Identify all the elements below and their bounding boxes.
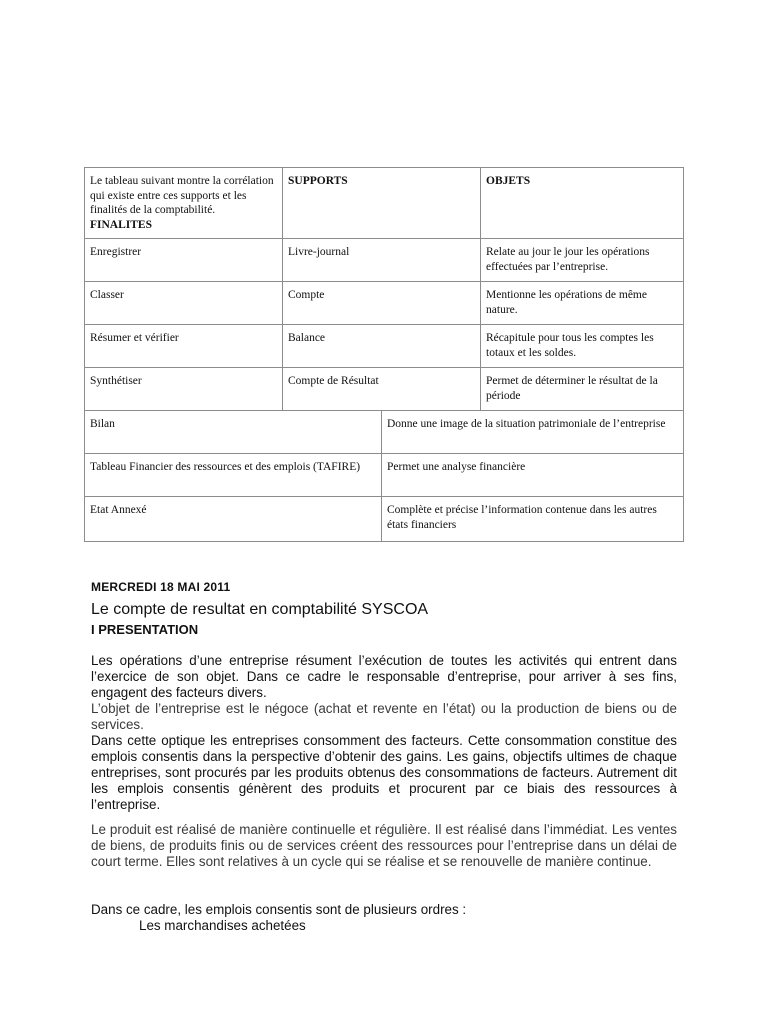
cell-support: Compte — [283, 282, 481, 325]
cell-finalite: Enregistrer — [85, 239, 283, 282]
table-row — [85, 454, 684, 497]
table-row — [85, 497, 684, 542]
cell-objet: Permet une analyse financière — [382, 454, 684, 497]
cell-finalite: Synthétiser — [85, 368, 283, 411]
list-item: Les marchandises achetées — [139, 918, 306, 933]
cell-support: Compte de Résultat — [283, 368, 481, 411]
paragraph-line: Dans cette optique les entreprises consomment des facteurs. Cette consommation constitue des emplois consentis dans la perspective d’obtenir des gains. Les gains, objectifs ultimes de chaque entreprises, sont procurés par les produits obtenus des consommations de facteurs. Autrement dit les emplois consentis génèrent des produits et procurent par ce biais des ressources à l’entreprise. — [91, 733, 677, 812]
cell-objet: Complète et précise l’information contenue dans les autres états financiers — [382, 497, 684, 542]
cell-objet: Mentionne les opérations de même nature. — [481, 282, 684, 325]
paragraph-emplois — [91, 902, 677, 934]
cell-support: Tableau Financier des ressources et des emplois (TAFIRE) — [85, 454, 382, 497]
cell-support: Etat Annexé — [85, 497, 382, 542]
cell-finalite: Classer — [85, 282, 283, 325]
header-supports: SUPPORTS — [283, 168, 481, 239]
header-finalites: FINALITES — [90, 218, 152, 231]
table-row — [85, 239, 684, 282]
article-title: Le compte de resultat en comptabilité SYSCOA — [91, 601, 429, 618]
table-row — [85, 368, 684, 411]
cell-support: Bilan — [85, 411, 382, 454]
table-intro-text: Le tableau suivant montre la corrélation qui existe entre ces supports et les finalités de la comptabilité. — [90, 175, 274, 216]
cell-objet: Permet de déterminer le résultat de la période — [481, 368, 684, 411]
table-header-row — [85, 168, 684, 239]
paragraph-intro — [91, 653, 677, 813]
finalites-table — [84, 167, 684, 542]
cell-support: Balance — [283, 325, 481, 368]
table-row — [85, 282, 684, 325]
section-heading: I PRESENTATION — [91, 622, 199, 637]
header-objets: OBJETS — [481, 168, 684, 239]
cell-objet: Récapitule pour tous les comptes les totaux et les soldes. — [481, 325, 684, 368]
cell-objet: Relate au jour le jour les opérations effectuées par l’entreprise. — [481, 239, 684, 282]
paragraph-line: Dans ce cadre, les emplois consentis sont de plusieurs ordres : — [91, 902, 467, 917]
cell-finalite: Résumer et vérifier — [85, 325, 283, 368]
paragraph-line: Les opérations d’une entreprise résument l’exécution de toutes les activités qui entrent dans l’exercice de son objet. Dans ce cadre le responsable d’entreprise, pour arriver à ses fins, engagent des facteurs divers. — [91, 653, 677, 700]
table-row — [85, 411, 684, 454]
paragraph-line: L’objet de l’entreprise est le négoce (achat et revente en l’état) ou la production de biens ou de services. — [91, 701, 677, 732]
cell-support: Livre-journal — [283, 239, 481, 282]
header-intro-cell — [85, 168, 283, 239]
cell-objet: Donne une image de la situation patrimoniale de l’entreprise — [382, 411, 684, 454]
table-row — [85, 325, 684, 368]
paragraph-produit: Le produit est réalisé de manière continuelle et régulière. Il est réalisé dans l’immédiat. Les ventes de biens, de produits finis ou de services créent des ressources pour l’entreprise dans un délai de court terme. Elles sont relatives à un cycle qui se réalise et se renouvelle de manière continue. — [91, 822, 677, 869]
post-date: MERCREDI 18 MAI 2011 — [91, 580, 231, 594]
